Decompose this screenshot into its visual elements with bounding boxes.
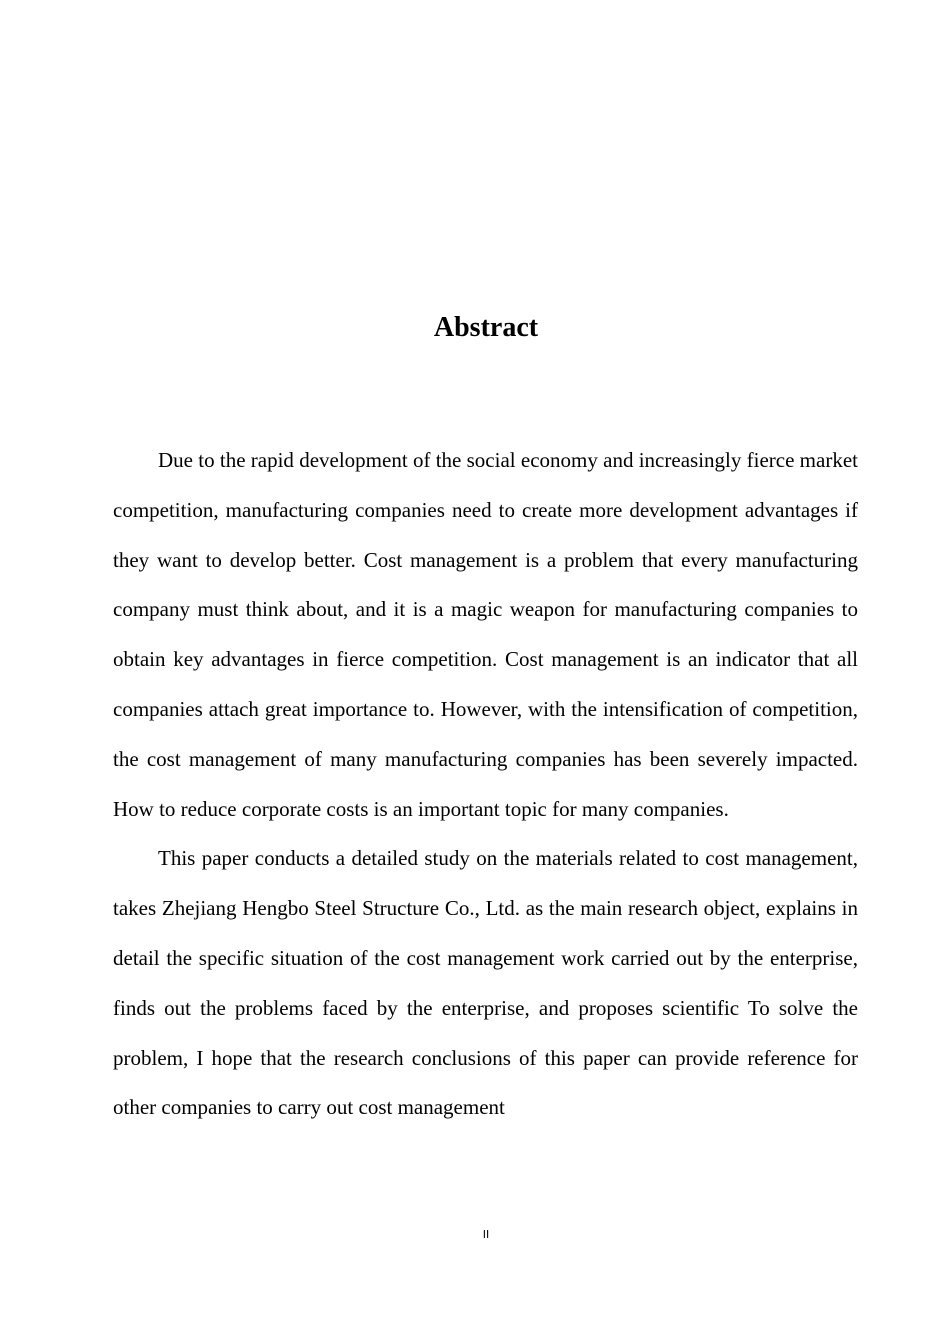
- abstract-paragraph-2: This paper conducts a detailed study on the materials related to cost management, takes Zhejiang Hengbo Steel Structure Co., Ltd. as the main research object, explains in detail the specific situation of the cost management work carried out by the enterprise, finds out the problems faced by the enterprise, and proposes scientific To solve the problem, I hope that the research conclusions of this paper can provide reference for other companies to carry out cost management: [113, 846, 858, 1120]
- abstract-body: [113, 436, 858, 1133]
- page-number: II: [482, 1228, 490, 1241]
- page-title: Abstract: [433, 312, 539, 343]
- abstract-paragraph-1: Due to the rapid development of the social economy and increasingly fierce market competition, manufacturing companies need to create more development advantages if they want to develop better. Cost management is a problem that every manufacturing company must think about, and it is a magic weapon for manufacturing companies to obtain key advantages in fierce competition. Cost management is an indicator that all companies attach great importance to. However, with the intensification of competition, the cost management of many manufacturing companies has been severely impacted. How to reduce corporate costs is an important topic for many companies.: [113, 448, 858, 821]
